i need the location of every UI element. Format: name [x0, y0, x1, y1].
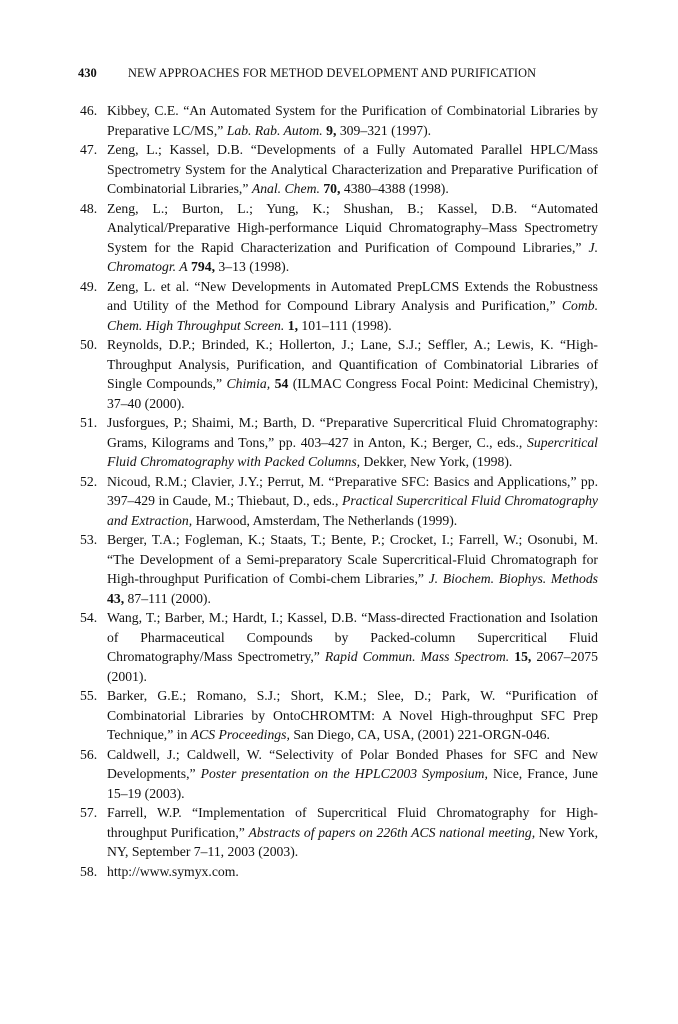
reference-text	[107, 101, 598, 140]
reference-source: Supercritical Fluid Chromatography with Packed Columns,	[107, 434, 598, 469]
reference-text	[107, 745, 598, 804]
reference-number: 48.	[80, 200, 98, 216]
reference-segment: Reynolds, D.P.; Brinded, K.; Hollerton, J.; Lane, S.J.; Seffler, A.; Lewis, K. “High-Throughput Analysis, Purification, and Quantification of Combinatorial Libraries of Single Compounds,”	[107, 337, 598, 391]
reference-source: Comb. Chem. High Throughput Screen.	[107, 298, 598, 333]
reference-segment: 87–111 (2000).	[124, 590, 211, 606]
reference-segment: Zeng, L. et al. “New Developments in Automated PrepLCMS Extends the Robustness and Utility of the Method for Compound Library Analysis and Purification,”	[107, 278, 598, 313]
reference-segment: Zeng, L.; Kassel, D.B. “Developments of a Fully Automated Parallel HPLC/Mass Spectrometry System for the Analytical Characterization and Preparative Purification of Combinatorial Libraries,”	[107, 142, 598, 196]
reference-source: Practical Supercritical Fluid Chromatography and Extraction,	[107, 493, 598, 528]
reference-segment: Nicoud, R.M.; Clavier, J.Y.; Perrut, M. “Preparative SFC: Basics and Applications,” pp. 397–429 in Caude, M.; Thiebaut, D., eds.,	[107, 473, 598, 508]
reference-segment: 101–111 (1998).	[297, 317, 392, 333]
reference-item	[80, 608, 598, 686]
reference-segment: Wang, T.; Barber, M.; Hardt, I.; Kassel, D.B. “Mass-directed Fractionation and Isolation of Pharmaceutical Compounds by Packed-column Supercritical Fluid Chromatography/Mass Spectrometry,”	[107, 610, 598, 664]
reference-item	[80, 803, 598, 862]
reference-number: 47.	[80, 142, 98, 157]
running-header	[78, 66, 598, 84]
reference-text	[107, 803, 598, 862]
reference-segment: New York, NY, September 7–11, 2003 (2003).	[107, 824, 598, 859]
reference-number: 55.	[80, 688, 98, 703]
reference-number: 50.	[80, 337, 98, 352]
reference-segment: Farrell, W.P. “Implementation of Supercritical Fluid Chromatography for High-throughput Purification,”	[107, 805, 598, 840]
reference-volume: 43,	[107, 590, 125, 606]
page-number: 430	[78, 66, 97, 80]
reference-item	[80, 862, 598, 882]
reference-item	[80, 745, 598, 804]
reference-volume: 70,	[323, 181, 341, 196]
reference-source: Rapid Commun. Mass Spectrom.	[324, 649, 510, 664]
reference-text	[107, 686, 598, 745]
reference-text	[107, 862, 598, 882]
reference-segment: Barker, G.E.; Romano, S.J.; Short, K.M.; Slee, D.; Park, W. “Purification of Combinatorial Libraries by OntoCHROMTM: A Novel High-throughput SFC Prep Technique,” in	[107, 688, 598, 742]
running-title: NEW APPROACHES FOR METHOD DEVELOPMENT AND PURIFICATION	[128, 66, 537, 80]
reference-segment: http://www.symyx.com.	[107, 863, 239, 879]
reference-list	[80, 101, 598, 881]
reference-volume: 794,	[191, 259, 215, 274]
reference-text	[107, 335, 598, 413]
reference-item	[80, 101, 598, 140]
reference-volume: 15,	[514, 649, 532, 664]
reference-item	[80, 472, 598, 531]
reference-text	[107, 140, 598, 199]
reference-source: Lab. Rab. Autom.	[226, 122, 323, 138]
reference-number: 54.	[80, 610, 98, 625]
reference-number: 51.	[80, 415, 98, 430]
reference-source: J. Chromatogr. A	[107, 239, 598, 274]
reference-number: 49.	[80, 278, 98, 294]
reference-item	[80, 277, 598, 336]
reference-segment: (ILMAC Congress Focal Point: Medicinal Chemistry), 37–40 (2000).	[107, 376, 598, 411]
reference-segment: Kibbey, C.E. “An Automated System for the Purification of Combinatorial Libraries by Preparative LC/MS,”	[107, 103, 598, 138]
reference-segment: 2067–2075 (2001).	[107, 649, 598, 684]
reference-volume: 1,	[287, 317, 298, 333]
reference-number: 56.	[80, 746, 98, 762]
reference-number: 46.	[80, 103, 98, 118]
reference-number: 53.	[80, 532, 98, 547]
reference-source: ACS Proceedings,	[190, 727, 290, 742]
reference-text	[107, 608, 598, 686]
reference-segment: San Diego, CA, USA, (2001) 221-ORGN-046.	[289, 727, 550, 742]
reference-segment: Caldwell, J.; Caldwell, W. “Selectivity of Polar Bonded Phases for SFC and New Developments,”	[107, 746, 598, 781]
reference-volume: 54	[274, 376, 289, 391]
reference-number: 52.	[80, 473, 98, 489]
reference-segment: 4380–4388 (1998).	[340, 181, 449, 196]
reference-segment: Dekker, New York, (1998).	[360, 454, 513, 469]
reference-text	[107, 199, 598, 277]
reference-segment: Berger, T.A.; Fogleman, K.; Staats, T.; Bente, P.; Crocket, I.; Farrell, W.; Osonubi, M. “The Development of a Semi-preparatory Scale Supercritical-Fluid Chromatograph for High-throughput Purification of Combi-chem Libraries,”	[107, 532, 598, 586]
reference-item	[80, 140, 598, 199]
reference-segment: 3–13 (1998).	[215, 259, 290, 274]
reference-number: 57.	[80, 805, 98, 820]
reference-item	[80, 199, 598, 277]
reference-segment: Zeng, L.; Burton, L.; Yung, K.; Shushan, B.; Kassel, D.B. “Automated Analytical/Preparative High-performance Liquid Chromatography–Mass Spectrometry System for the Rapid Characterization and Purification of Compound Libraries,”	[107, 200, 598, 255]
reference-item	[80, 530, 598, 608]
reference-source: Chimia,	[226, 376, 271, 391]
reference-number: 58.	[80, 863, 98, 879]
reference-source: Abstracts of papers on 226th ACS national meeting,	[248, 824, 536, 840]
reference-source: J. Biochem. Biophys. Methods	[428, 571, 598, 586]
reference-text	[107, 413, 598, 472]
reference-volume: 9,	[326, 122, 337, 138]
reference-item	[80, 686, 598, 745]
reference-item	[80, 335, 598, 413]
reference-source: Anal. Chem.	[251, 181, 320, 196]
reference-segment: Nice, France, June 15–19 (2003).	[107, 766, 599, 801]
reference-text	[107, 530, 598, 608]
reference-source: Poster presentation on the HPLC2003 Symposium,	[200, 766, 488, 781]
reference-segment: Jusforgues, P.; Shaimi, M.; Barth, D. “Preparative Supercritical Fluid Chromatography: Grams, Kilograms and Tons,” pp. 403–427 in Anton, K.; Berger, C., eds.,	[107, 415, 598, 450]
reference-segment: Harwood, Amsterdam, The Netherlands (1999).	[192, 512, 458, 528]
reference-segment: 309–321 (1997).	[336, 122, 432, 138]
reference-text	[107, 472, 598, 531]
reference-item	[80, 413, 598, 472]
reference-text	[107, 277, 598, 336]
